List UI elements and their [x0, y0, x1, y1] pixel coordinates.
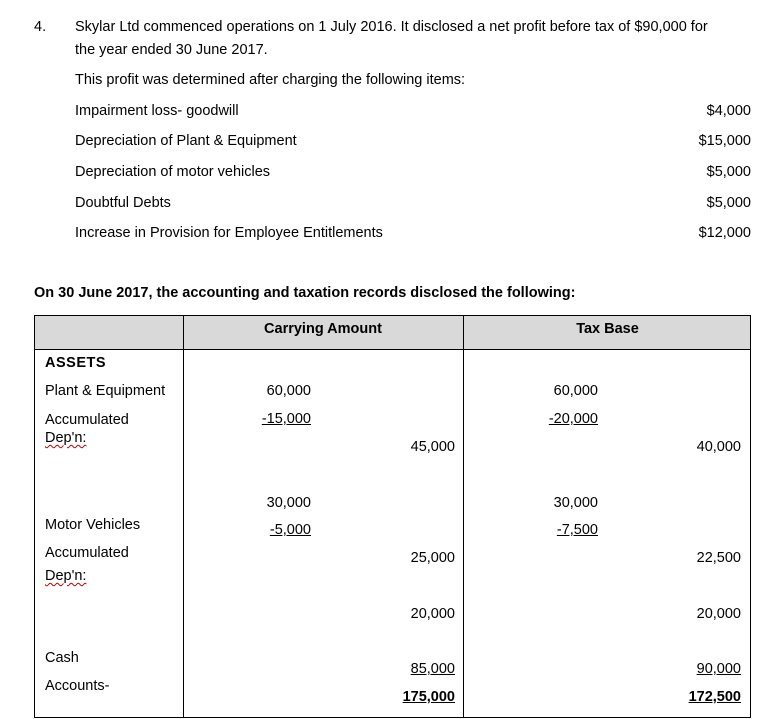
item-label-dep-plant: Depreciation of Plant & Equipment: [75, 133, 297, 149]
ca-cash: 20,000: [410, 606, 455, 622]
tb-total: 172,500: [688, 689, 741, 705]
ca-total: 175,000: [402, 689, 455, 705]
label-plant-depn: Dep'n:: [45, 430, 87, 446]
item-label-impairment: Impairment loss- goodwill: [75, 103, 239, 119]
item-amount-doubtful-debts: $5,000: [706, 195, 751, 211]
tb-motor-net: 22,500: [696, 550, 741, 566]
label-motor-depn: Dep'n:: [45, 568, 87, 584]
item-label-doubtful-debts: Doubtful Debts: [75, 195, 171, 211]
tb-motor-cost: 30,000: [553, 495, 598, 511]
label-plant-equipment: Plant & Equipment: [45, 383, 166, 399]
label-motor-accumulated: Accumulated: [45, 545, 129, 561]
label-plant-accumulated: Accumulated: [45, 412, 129, 428]
tb-plant-net: 40,000: [696, 439, 741, 455]
balance-table: [34, 315, 751, 718]
ca-plant-cost: 60,000: [266, 383, 311, 399]
item-amount-dep-motor: $5,000: [706, 164, 751, 180]
label-accounts: Accounts-: [45, 678, 110, 694]
item-amount-impairment: $4,000: [706, 103, 751, 119]
header-cell-blank: [35, 316, 184, 350]
question-line-3: This profit was determined after charging the following items:: [75, 72, 466, 88]
tb-cash: 20,000: [696, 606, 741, 622]
label-cash: Cash: [45, 650, 79, 666]
item-label-dep-motor: Depreciation of motor vehicles: [75, 164, 271, 180]
item-label-employee-provision: Increase in Provision for Employee Entitlements: [75, 225, 383, 241]
ca-plant-net: 45,000: [410, 439, 455, 455]
tb-plant-dep: -20,000: [548, 411, 598, 427]
question-line-1: Skylar Ltd commenced operations on 1 July 2016. It disclosed a net profit before tax of $90,000 for: [75, 19, 708, 35]
header-tax-base: Tax Base: [576, 321, 639, 337]
label-motor-vehicles: Motor Vehicles: [45, 517, 141, 533]
header-carrying-amount: Carrying Amount: [264, 321, 382, 337]
tb-motor-dep: -7,500: [556, 522, 598, 538]
question-number: 4.: [34, 19, 47, 35]
table-intro: On 30 June 2017, the accounting and taxation records disclosed the following:: [34, 285, 576, 301]
assets-heading: ASSETS: [45, 355, 107, 371]
ca-plant-dep: -15,000: [261, 411, 311, 427]
item-amount-employee-provision: $12,000: [698, 225, 751, 241]
item-amount-dep-plant: $15,000: [698, 133, 751, 149]
question-line-2: the year ended 30 June 2017.: [75, 42, 268, 58]
ca-motor-cost: 30,000: [266, 495, 311, 511]
ca-motor-dep: -5,000: [269, 522, 311, 538]
ca-accounts: 85,000: [410, 661, 455, 677]
tb-plant-cost: 60,000: [553, 383, 598, 399]
table-body-row: [35, 350, 751, 718]
tb-accounts: 90,000: [696, 661, 741, 677]
ca-motor-net: 25,000: [410, 550, 455, 566]
